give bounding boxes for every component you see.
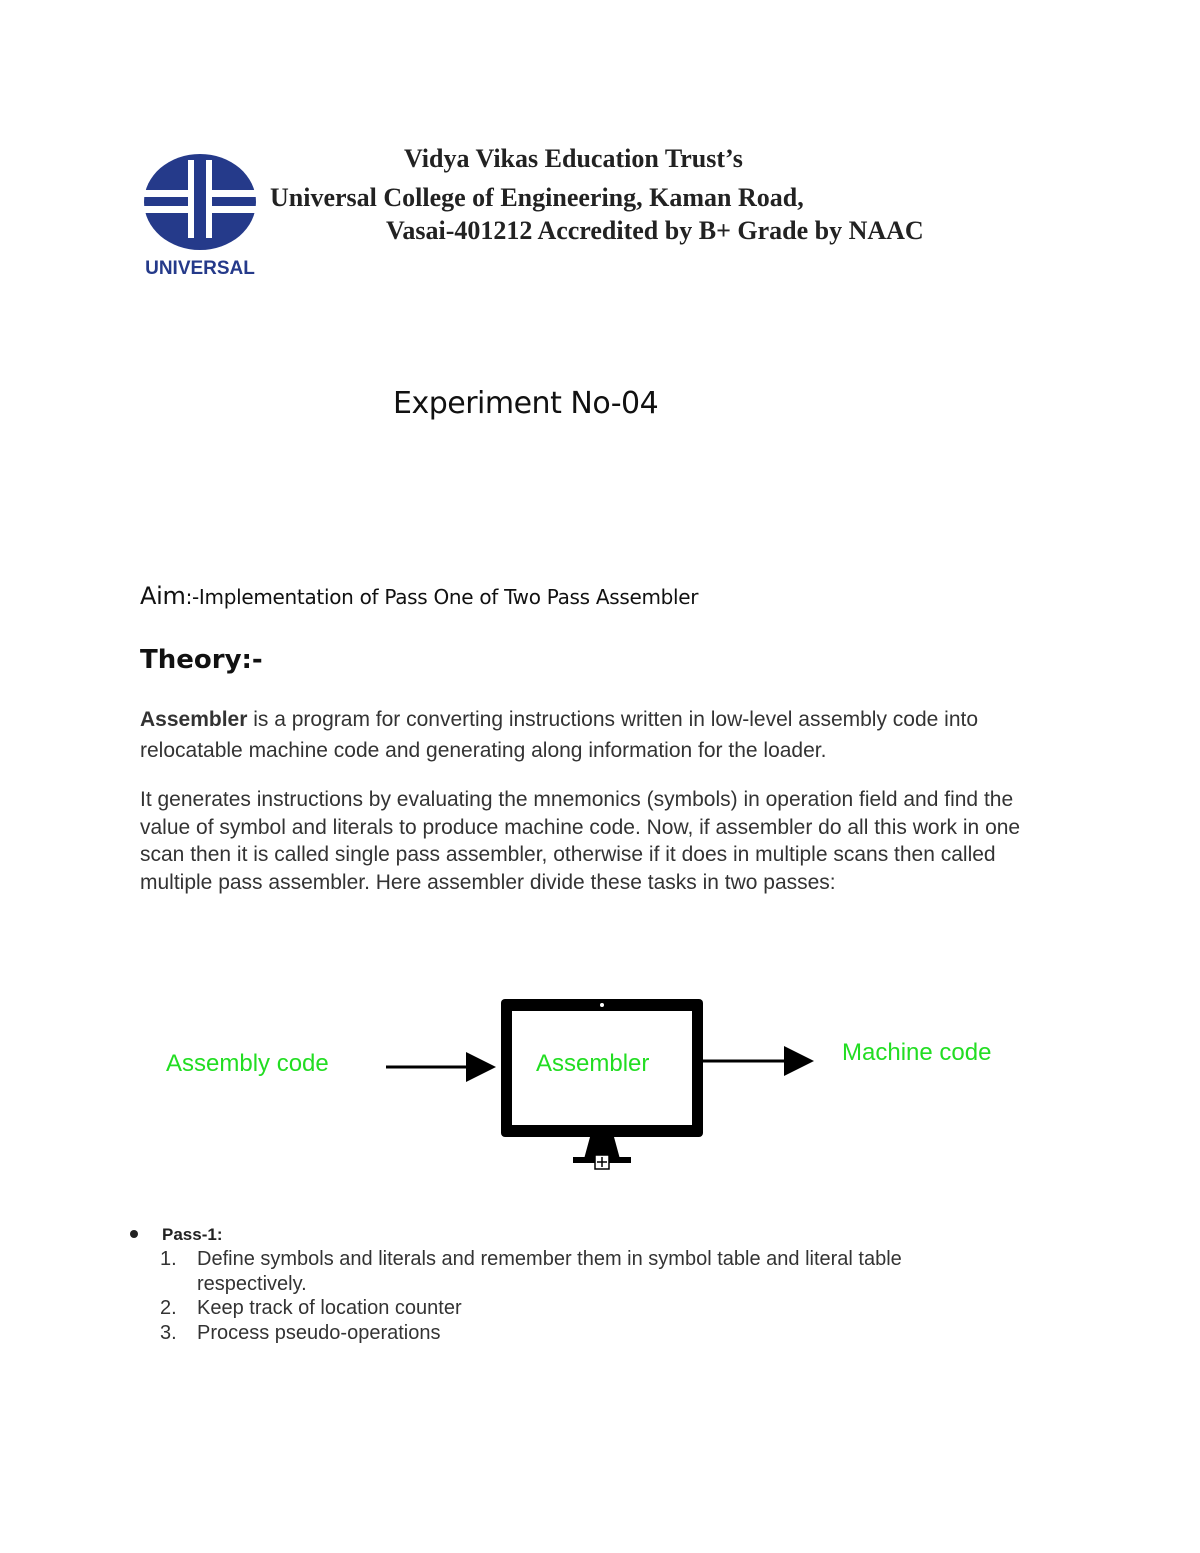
aim-text: :-Implementation of Pass One of Two Pass Assembler: [185, 585, 699, 609]
list-text: Define symbols and literals and remember them in symbol table and literal table respectively.: [197, 1248, 902, 1295]
monitor-camera: [600, 1003, 604, 1007]
theory-heading: Theory:-: [140, 645, 263, 675]
college-name: Universal College of Engineering, Kaman Road,: [270, 183, 804, 212]
list-number: 2.: [160, 1297, 177, 1319]
assembler-label: Assembler: [536, 1050, 650, 1077]
aim-line: [140, 582, 698, 610]
bullet-dot: [130, 1230, 138, 1238]
assembler-diagram: [0, 985, 1200, 1175]
list-number: 3.: [160, 1321, 177, 1344]
experiment-title: Experiment No-04: [393, 386, 659, 421]
assembler-term: Assembler: [140, 708, 248, 731]
logo-text: UNIVERSAL: [145, 258, 255, 279]
assembler-definition-text: is a program for converting instructions written in low-level assembly code into relocatable machine code and generating along information for the loader.: [140, 708, 979, 762]
pass1-heading: Pass-1:: [162, 1225, 223, 1244]
aim-label: Aim: [140, 582, 186, 610]
list-item: [160, 1321, 980, 1346]
pass1-heading-row: [130, 1225, 222, 1245]
machine-code-label: Machine code: [842, 1039, 992, 1066]
pass1-list: [160, 1247, 980, 1345]
assembler-explanation: It generates instructions by evaluating the mnemonics (symbols) in operation field and find the value of symbol and literals to produce machine code. Now, if assembler do all this work in one scan then it is called single pass assembler, otherwise if it does in multiple scans then called multiple pass assembler. Here assembler divide these tasks in two passes:: [140, 788, 1021, 894]
trust-name: Vidya Vikas Education Trust’s: [404, 144, 743, 173]
list-item: [160, 1296, 980, 1321]
college-logo: [138, 150, 263, 280]
list-number: 1.: [160, 1248, 177, 1270]
list-text: Keep track of location counter: [197, 1297, 462, 1319]
list-text: Process pseudo-operations: [197, 1321, 441, 1344]
assembly-code-label: Assembly code: [166, 1050, 329, 1077]
list-item: [160, 1247, 980, 1296]
college-accreditation: Vasai-401212 Accredited by B+ Grade by NAAC: [386, 216, 924, 245]
assembler-definition: [140, 704, 1060, 766]
